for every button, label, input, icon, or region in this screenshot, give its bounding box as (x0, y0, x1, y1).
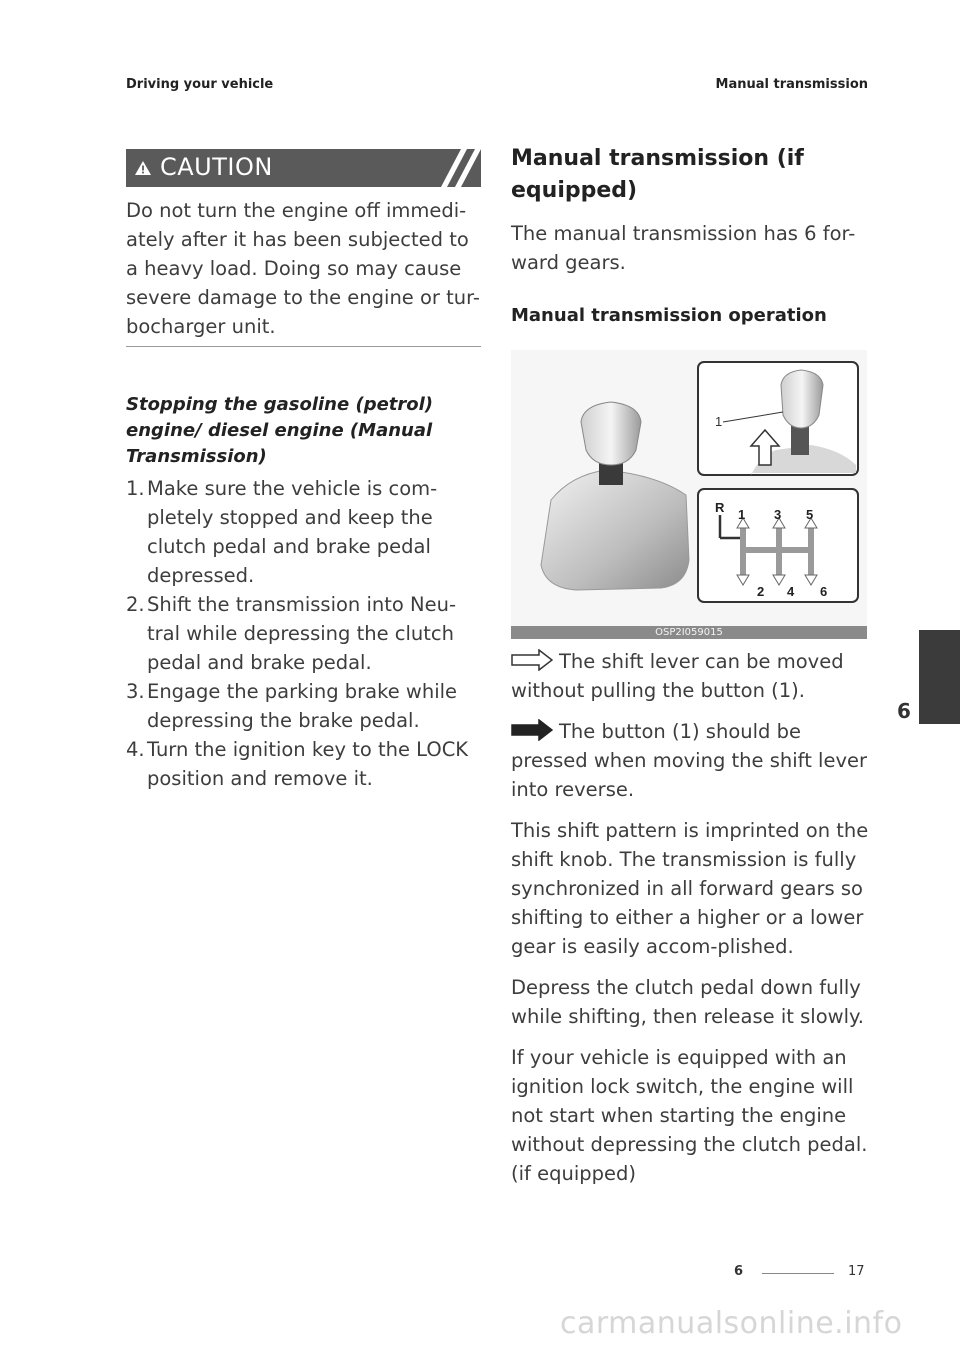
shift-lever-figure (511, 350, 867, 639)
outline-arrow-icon (511, 649, 553, 671)
callout-label: 1 (715, 414, 723, 429)
paragraph: If your vehicle is equipped with an ignition lock switch, the engine will not start when starting the engine without depressing the clutch pedal. (if equipped) (511, 1046, 868, 1185)
gear-label: 6 (820, 584, 828, 599)
list-item: 3. Engage the parking brake while depressing the brake pedal. (126, 680, 458, 732)
caution-stripes (421, 149, 481, 187)
warning-icon (134, 160, 152, 176)
caution-banner (126, 149, 481, 187)
section-divider (126, 346, 481, 347)
gear-label: 2 (757, 584, 765, 599)
gear-label: 4 (787, 584, 795, 599)
footer-page-number: 17 (848, 1264, 865, 1279)
gear-label: 1 (738, 507, 746, 522)
running-header-left: Driving your vehicle (126, 77, 274, 92)
gear-label: 3 (774, 507, 782, 522)
watermark: carmanualsonline.info (560, 1306, 903, 1341)
filled-arrow-text: The button (1) should be pressed when moving the shift lever into reverse. (511, 720, 868, 801)
right-column-lower (511, 647, 871, 1188)
list-item: 4. Turn the ignition key to the LOCK position and remove it. (126, 738, 469, 790)
list-item: 2. Shift the transmission into Neu-tral while depressing the clutch pedal and brake pedal. (126, 593, 457, 674)
footer-rule (762, 1273, 834, 1274)
caution-text: Do not turn the engine off immedi-ately after it has been subjected to a heavy load. Doing so may cause severe damage to the engine or tur-bocharger unit. (126, 199, 480, 338)
paragraph: This shift pattern is imprinted on the shift knob. The transmission is fully synchronized in all forward gears so shifting to either a higher or a lower gear is easily accom-plished. (511, 819, 869, 958)
caution-title: CAUTION (160, 153, 273, 181)
figure-caption: OSP2I059015 (511, 626, 867, 639)
operation-heading: Manual transmission operation (511, 305, 827, 326)
stopping-steps (126, 474, 481, 793)
gear-label: R (715, 500, 725, 515)
running-header-right: Manual transmission (715, 77, 868, 92)
caution-body (126, 196, 481, 341)
chapter-tab (919, 630, 960, 724)
shift-lever-illustration (511, 350, 867, 626)
list-item: 1. Make sure the vehicle is com-pletely stopped and keep the clutch pedal and brake pedal depressed. (126, 477, 438, 587)
footer-section: 6 (734, 1264, 744, 1279)
right-column (511, 143, 871, 326)
paragraph: Depress the clutch pedal down fully while shifting, then release it slowly. (511, 976, 864, 1028)
intro-text: The manual transmission has 6 for-ward gears. (511, 222, 856, 274)
filled-arrow-note (511, 717, 871, 804)
stopping-heading: Stopping the gasoline (petrol) engine/ diesel engine (Manual Transmission) (126, 394, 434, 467)
chapter-tab-number: 6 (897, 699, 911, 723)
section-title: Manual transmission (if equipped) (511, 146, 804, 203)
outline-arrow-note (511, 647, 871, 705)
outline-arrow-text: The shift lever can be moved without pulling the button (1). (511, 650, 844, 702)
gear-label: 5 (806, 507, 814, 522)
filled-arrow-icon (511, 719, 553, 741)
